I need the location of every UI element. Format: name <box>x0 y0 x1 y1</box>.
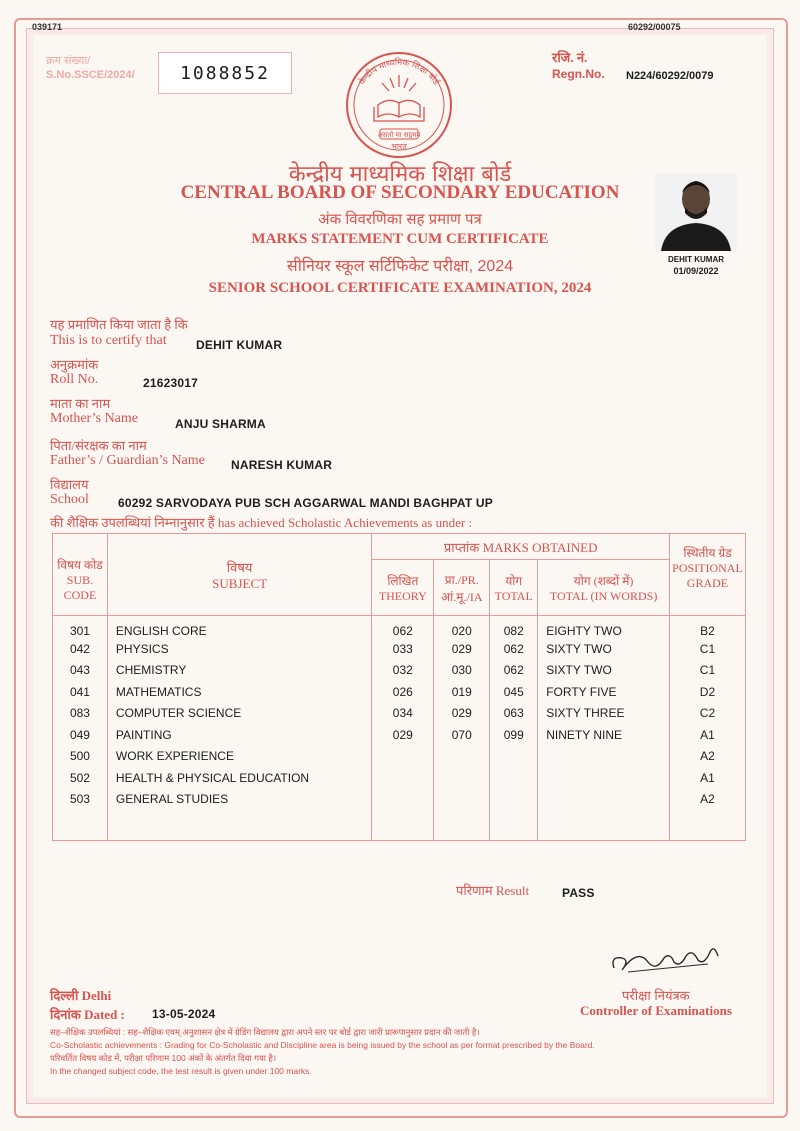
row-code: 502 <box>53 767 108 789</box>
header-total-en: TOTAL <box>494 588 533 603</box>
header-total-hi: योग <box>505 573 523 588</box>
header-pr-en: आं.मू./IA <box>441 589 483 604</box>
serial-number-box <box>158 52 292 94</box>
table-row <box>53 767 746 789</box>
footer-line2-hi: परिवर्तित विषय कोड में, परीक्षा परिणाम 100 अंकों के अंतर्गत दिया गया है। <box>50 1053 277 1063</box>
marks-table <box>52 533 746 841</box>
row-total: 099 <box>490 724 538 746</box>
table-row <box>53 660 746 682</box>
photo-caption-name: DEHIT KUMAR <box>668 255 724 264</box>
table-row <box>53 724 746 746</box>
table-filler-cell <box>669 810 745 840</box>
row-subject: PAINTING <box>107 724 371 746</box>
roll-label-en: Roll No. <box>50 372 99 387</box>
regn-label-hi: रजि. नं. <box>552 50 588 65</box>
marks-table-body <box>53 616 746 841</box>
row-total: 062 <box>490 638 538 660</box>
row-theory: 029 <box>372 724 434 746</box>
serial-label-en: S.No.SSCE/2024/ <box>46 69 135 81</box>
row-total-words: SIXTY THREE <box>538 703 670 725</box>
header-code-en1: SUB. <box>66 573 94 587</box>
header-grade <box>669 534 745 616</box>
row-total: 082 <box>490 616 538 639</box>
mother-name: ANJU SHARMA <box>175 417 266 431</box>
header-subject <box>107 534 371 616</box>
result-value: PASS <box>562 886 595 900</box>
row-grade: B2 <box>700 624 715 638</box>
school-label-hi: विद्यालय <box>50 477 89 492</box>
table-row <box>53 746 746 768</box>
header-marks-obtained <box>372 534 670 560</box>
row-subject: WORK EXPERIENCE <box>107 746 371 768</box>
father-label-en: Father’s / Guardian’s Name <box>50 453 205 468</box>
certify-label-hi: यह प्रमाणित किया जाता है कि <box>50 317 188 332</box>
row-total: 063 <box>490 703 538 725</box>
father-name: NARESH KUMAR <box>231 458 333 472</box>
achievement-line <box>50 513 472 531</box>
row-theory <box>372 767 434 789</box>
row-total-words <box>538 789 670 811</box>
table-row <box>53 681 746 703</box>
row-code: 049 <box>53 724 108 746</box>
result-label-en: Result <box>495 883 530 898</box>
student-photo <box>655 173 737 251</box>
serial-label <box>46 54 135 82</box>
table-filler-cell <box>53 810 108 840</box>
table-filler-cell <box>434 810 490 840</box>
header-marks-en: MARKS OBTAINED <box>482 539 598 555</box>
row-total-words: EIGHTY TWO <box>538 616 670 639</box>
row-subject: ENGLISH CORE <box>107 616 371 639</box>
row-subject: MATHEMATICS <box>107 681 371 703</box>
table-row <box>53 703 746 725</box>
photo-caption-date: 01/09/2022 <box>673 266 719 276</box>
footer-notes <box>50 1026 750 1078</box>
table-row <box>53 638 746 660</box>
row-theory: 033 <box>372 638 434 660</box>
header-total <box>490 560 538 616</box>
top-left-code: 039171 <box>32 22 63 32</box>
row-total <box>490 789 538 811</box>
row-subject: HEALTH & PHYSICAL EDUCATION <box>107 767 371 789</box>
header-words-en: TOTAL (IN WORDS) <box>549 588 658 603</box>
exam-title-en: SENIOR SCHOOL CERTIFICATE EXAMINATION, 2024 <box>208 280 592 296</box>
achievement-label-hi: की शैक्षिक उपलब्धियां निम्नानुसार हैं <box>50 515 215 530</box>
header-pr-hi: प्रा./PR. <box>444 572 479 587</box>
header-theory-hi: लिखित <box>387 573 419 588</box>
header-code-en2: CODE <box>63 588 97 602</box>
dated-value: 13-05-2024 <box>152 1007 216 1021</box>
row-grade: A2 <box>700 749 715 764</box>
row-total-words <box>538 746 670 768</box>
roll-label-hi: अनुक्रमांक <box>50 357 99 372</box>
row-code: 043 <box>53 660 108 682</box>
row-code: 301 <box>53 616 108 639</box>
row-grade: C2 <box>699 706 716 721</box>
row-code: 041 <box>53 681 108 703</box>
dated-label: दिनांक Dated : <box>50 1007 125 1022</box>
footer-line1-en: Co-Scholastic achievements : Grading for Co-Scholastic and Discipline area is being issued by the school as per format prescribed by the Board. <box>50 1040 595 1050</box>
father-label-hi: पिता/संरक्षक का नाम <box>50 438 147 453</box>
header-code <box>53 534 108 616</box>
student-name: DEHIT KUMAR <box>196 338 283 352</box>
row-subject: GENERAL STUDIES <box>107 789 371 811</box>
row-code: 042 <box>53 638 108 660</box>
row-theory: 062 <box>372 616 434 639</box>
top-right-code: 60292/00075 <box>628 22 681 32</box>
cbse-logo-icon <box>340 45 458 163</box>
row-practical: 029 <box>434 638 490 660</box>
regn-label-en: Regn.No. <box>552 67 605 81</box>
logo-text-bottom: भारत <box>391 142 407 151</box>
header-grade-en1: POSITIONAL <box>672 561 743 575</box>
roll-number: 21623017 <box>143 376 198 390</box>
header-practical <box>434 560 490 616</box>
header-total-words <box>538 560 670 616</box>
row-subject: COMPUTER SCIENCE <box>107 703 371 725</box>
row-theory: 034 <box>372 703 434 725</box>
row-theory <box>372 789 434 811</box>
school-label-en: School <box>50 492 89 507</box>
row-practical <box>434 767 490 789</box>
row-practical: 070 <box>434 724 490 746</box>
board-name-en: CENTRAL BOARD OF SECONDARY EDUCATION <box>180 182 620 203</box>
mother-label-hi: माता का नाम <box>50 396 111 411</box>
row-total: 062 <box>490 660 538 682</box>
row-theory: 032 <box>372 660 434 682</box>
row-grade: C1 <box>699 663 716 678</box>
row-subject: CHEMISTRY <box>107 660 371 682</box>
footer-line2-en: In the changed subject code, the test result is given under 100 marks. <box>50 1066 312 1076</box>
controller-signature <box>608 938 728 978</box>
row-grade: D2 <box>699 684 716 699</box>
row-total <box>490 746 538 768</box>
row-grade: C1 <box>699 641 716 656</box>
controller-label-en: Controller of Examinations <box>580 1003 732 1018</box>
header-theory <box>372 560 434 616</box>
row-total-words: FORTY FIVE <box>538 681 670 703</box>
header-words-hi: योग (शब्दों में) <box>573 573 634 588</box>
row-theory: 026 <box>372 681 434 703</box>
header-grade-hi: स्थितीय ग्रेड <box>683 546 732 560</box>
place-label: दिल्ली Delhi <box>50 988 112 1003</box>
logo-text-top: केन्द्रीय माध्यमिक शिक्षा बोर्ड <box>357 57 441 87</box>
header-theory-en: THEORY <box>378 588 427 603</box>
footer-line1-hi: सह–शैक्षिक उपलब्धियां : सह–शैक्षिक एवम् अनुशासन क्षेत्र में ग्रेडिंग विद्यालय द्वारा अपने स्तर पर बोर्ड द्वारा जारी प्रारूपानुसार प्रदान की जाती है। <box>50 1027 480 1037</box>
row-theory <box>372 746 434 768</box>
header-subject-hi: विषय <box>226 559 253 575</box>
row-practical: 030 <box>434 660 490 682</box>
controller-label-hi: परीक्षा नियंत्रक <box>622 988 690 1003</box>
school-name: 60292 SARVODAYA PUB SCH AGGARWAL MANDI BAGHPAT UP <box>118 496 493 510</box>
result-label <box>456 881 529 899</box>
row-grade: A1 <box>700 770 715 785</box>
achievement-label-en: has achieved Scholastic Achievements as under : <box>217 515 473 530</box>
mother-label-en: Mother’s Name <box>50 411 138 426</box>
board-name-hi: केन्द्रीय माध्यमिक शिक्षा बोर्ड <box>288 162 512 187</box>
certify-label-en: This is to certify that <box>50 333 167 348</box>
row-practical: 020 <box>434 616 490 639</box>
header-grade-en2: GRADE <box>686 576 729 590</box>
row-subject: PHYSICS <box>107 638 371 660</box>
result-label-hi: परिणाम <box>456 883 493 898</box>
table-filler-cell <box>538 810 670 840</box>
header-code-hi: विषय कोड <box>57 558 103 572</box>
row-code: 503 <box>53 789 108 811</box>
table-row <box>53 616 746 639</box>
serial-number: 1088852 <box>180 62 270 84</box>
header-subject-en: SUBJECT <box>212 575 268 591</box>
regn-label <box>552 50 605 82</box>
row-practical <box>434 789 490 811</box>
exam-title-hi: सीनियर स्कूल सर्टिफिकेट परीक्षा, 2024 <box>286 258 514 275</box>
regn-number: N224/60292/0079 <box>626 70 714 82</box>
row-grade: A1 <box>700 727 715 742</box>
table-filler-cell <box>372 810 434 840</box>
row-total-words: NINETY NINE <box>538 724 670 746</box>
row-code: 083 <box>53 703 108 725</box>
row-grade: A2 <box>700 792 715 807</box>
row-total <box>490 767 538 789</box>
doc-title-en: MARKS STATEMENT CUM CERTIFICATE <box>251 231 549 247</box>
table-filler-cell <box>490 810 538 840</box>
row-practical <box>434 746 490 768</box>
doc-title-hi: अंक विवरणिका सह प्रमाण पत्र <box>318 211 482 228</box>
serial-label-hi: क्रम संख्या/ <box>46 55 91 67</box>
row-practical: 019 <box>434 681 490 703</box>
header-marks-hi: प्राप्तांक <box>443 539 480 555</box>
row-practical: 029 <box>434 703 490 725</box>
row-code: 500 <box>53 746 108 768</box>
row-total-words: SIXTY TWO <box>538 638 670 660</box>
table-row <box>53 789 746 811</box>
logo-ribbon: असतो मा सद्गमय <box>377 131 421 139</box>
table-filler-row <box>53 810 746 840</box>
row-total-words <box>538 767 670 789</box>
table-filler-cell <box>107 810 371 840</box>
row-total-words: SIXTY TWO <box>538 660 670 682</box>
row-total: 045 <box>490 681 538 703</box>
